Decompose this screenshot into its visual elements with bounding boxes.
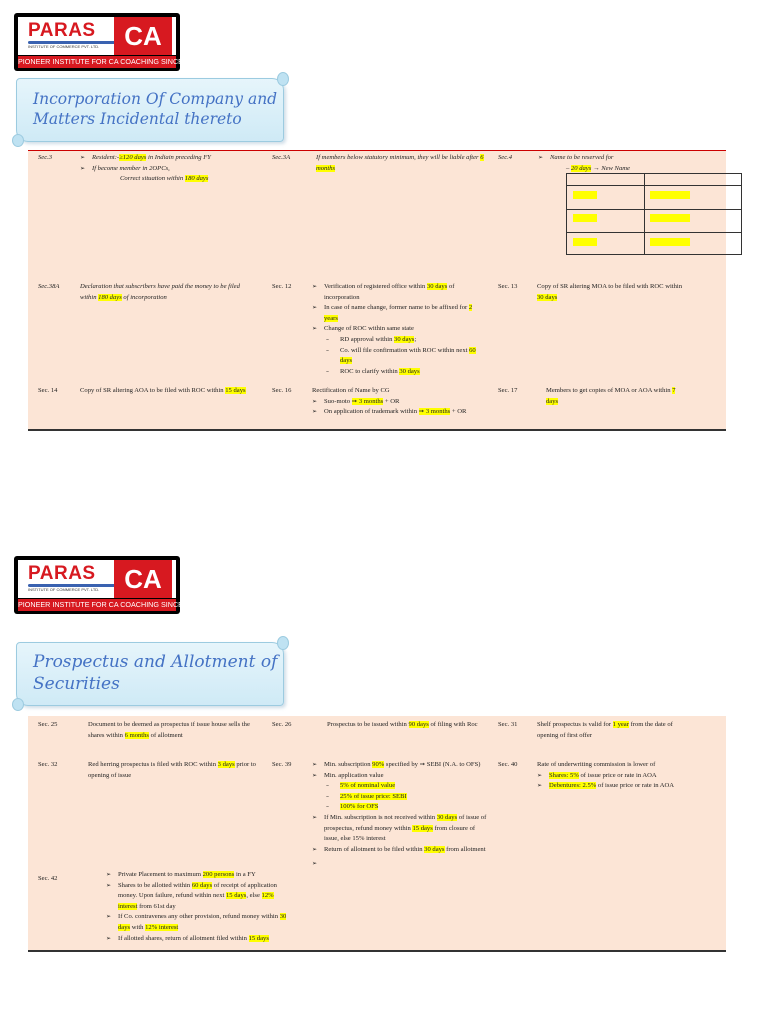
text-fragment: Document to be deemed as prospectus if issue house sells the shares within — [88, 721, 250, 739]
text-fragment: of issue price or rate in AOA — [596, 782, 675, 790]
section-number: Sec. 25 — [38, 721, 58, 728]
text-fragment: of incorporation — [121, 293, 167, 301]
section-number: Sec. 26 — [272, 721, 292, 728]
provision-text — [537, 720, 687, 741]
list-item — [312, 367, 486, 378]
brand-pvt: INSTITUTE OF COMMERCE PVT. LTD. — [28, 44, 100, 49]
title-line: Securities — [33, 674, 120, 694]
text-fragment: + OR — [450, 408, 467, 416]
highlighted-value: 15 days — [412, 824, 433, 832]
provision-text — [88, 760, 260, 781]
text-fragment: In case of name change, former name to be affixed for — [324, 304, 469, 312]
highlighted-value: 30 days — [424, 845, 445, 853]
grid-line — [644, 174, 645, 254]
highlighted-value: 15 days — [225, 387, 246, 394]
highlighted-value: 30 days — [394, 335, 415, 343]
highlighted-value: 1 year — [612, 721, 629, 728]
highlighted-value: 6 months — [316, 154, 484, 172]
provision-text — [537, 760, 707, 792]
brand-tagline: PIONEER INSTITUTE FOR CA COACHING SINCE 1995 — [18, 600, 201, 609]
text-fragment: On application of trademark within — [324, 408, 419, 416]
highlighted-value: 30 days — [399, 367, 420, 375]
list-item — [312, 346, 486, 367]
highlighted-value: 30 days — [426, 283, 448, 290]
section-number: Sec. 16 — [272, 387, 292, 394]
provision-text — [88, 720, 260, 741]
section-number: Sec.3A — [272, 154, 291, 161]
text-fragment: from closure of issue, else 15% interest — [324, 824, 476, 843]
list-item — [312, 324, 486, 335]
text-fragment: Shelf prospectus is valid for — [537, 721, 613, 728]
provision-text — [327, 720, 489, 731]
highlight-block — [650, 214, 690, 222]
text-fragment: specified by ➞ SEBI (N.A. to OFS) — [384, 761, 481, 768]
section-number: Sec. 32 — [38, 761, 58, 768]
text-fragment: Correct situation within — [120, 175, 185, 183]
highlighted-value: 2 years — [324, 304, 473, 322]
list-item — [312, 335, 486, 346]
highlighted-value: 5% of nominal value — [340, 782, 396, 790]
brand-tagline: PIONEER INSTITUTE FOR CA COACHING SINCE 1995 — [18, 57, 201, 66]
highlight-block — [650, 191, 690, 199]
text-fragment: from the date of opening of first offer — [537, 721, 673, 739]
text-fragment: If allotted shares, return of allotment filed within — [118, 934, 249, 942]
table-top-rule — [28, 150, 726, 151]
highlight-block — [573, 238, 597, 246]
text-fragment: → New Name — [591, 164, 630, 172]
section-title-banner — [16, 78, 284, 142]
text-fragment: from 61st day — [137, 902, 176, 910]
provision-text — [80, 386, 262, 397]
provision-line: Rectification of Name by CG — [312, 387, 390, 394]
section-number: Sec. 14 — [38, 387, 58, 394]
highlighted-value: 100% for OFS — [340, 803, 379, 811]
text-fragment: If become member in 2OPCs, — [92, 164, 170, 172]
provision-text — [316, 153, 486, 174]
highlight-block — [650, 238, 690, 246]
section-number: Sec.3 — [38, 154, 53, 161]
highlighted-value: 12% interest — [118, 892, 274, 910]
highlighted-value: 90% — [372, 761, 385, 768]
provision-text — [546, 386, 686, 407]
list-item — [312, 802, 488, 813]
list-item — [312, 792, 488, 803]
list-item — [312, 282, 486, 303]
text-fragment: Shares to be allotted within — [118, 881, 192, 889]
highlighted-value: ≥120 days — [119, 154, 147, 161]
text-fragment: of receipt of application money. Upon failure, refund within next — [118, 881, 277, 900]
section-number: Sec. 42 — [38, 875, 58, 882]
highlighted-value: 15 days — [225, 892, 247, 900]
brand-logo — [14, 13, 201, 71]
title-line: Incorporation Of Company and — [33, 90, 278, 108]
text-fragment: Return of allotment to be filed within — [324, 845, 425, 853]
text-fragment: of issue price or rate in AOA — [578, 771, 657, 779]
highlighted-value: 6 months — [124, 731, 150, 739]
text-fragment: If Min. subscription is not received within — [324, 813, 437, 821]
text-fragment: Min. application value — [324, 771, 384, 779]
page-title — [17, 643, 283, 695]
text-fragment: in Indiain preceding FY — [146, 154, 211, 161]
title-line: Matters Incidental thereto — [33, 110, 242, 128]
highlighted-value: Debentures: 2.5% — [549, 782, 597, 790]
list-item — [106, 881, 290, 913]
list-item — [312, 760, 488, 771]
highlighted-value: 30 days — [537, 293, 558, 301]
brand-name: PARAS — [28, 563, 96, 584]
highlighted-value: 60 days — [340, 346, 476, 365]
scroll-curl — [277, 72, 289, 86]
text-fragment: + OR — [383, 397, 400, 405]
grid-line — [567, 209, 741, 210]
text-fragment: of incorporation — [324, 283, 455, 301]
highlighted-value: 12% interest — [145, 923, 179, 931]
list-item — [312, 397, 486, 408]
text-fragment: Copy of SR altering MOA to be filed with ROC within — [537, 283, 683, 290]
text-fragment: Min. subscription — [324, 761, 373, 768]
highlighted-value: 15 days — [248, 934, 269, 942]
highlight-block — [573, 214, 597, 222]
text-fragment: Co. will file confirmation with ROC within next — [340, 346, 470, 354]
provision-text — [312, 282, 486, 377]
title-line: Prospectus and Allotment of — [33, 652, 278, 672]
incorporation-table — [28, 150, 726, 431]
brand-suffix: CA — [114, 17, 172, 55]
highlighted-value: 7 days — [546, 387, 676, 405]
brand-pvt: INSTITUTE OF COMMERCE PVT. LTD. — [28, 587, 100, 592]
highlighted-value: ➞ 3 months — [351, 397, 384, 405]
scroll-curl — [12, 698, 24, 711]
text-fragment: Name to be reserved for — [550, 154, 614, 161]
prospectus-table — [28, 716, 726, 952]
highlighted-value: 3 days — [217, 761, 235, 768]
section-number: Sec.38A — [38, 283, 60, 290]
provision-line: Rate of underwriting commission is lower of — [537, 761, 656, 768]
provision-text — [80, 282, 250, 303]
scroll-curl — [12, 134, 24, 147]
list-item — [80, 164, 268, 175]
grid-line — [567, 185, 741, 186]
text-fragment: Verification of registered office within — [324, 283, 427, 290]
highlighted-value: 200 persons — [202, 871, 235, 878]
list-item — [312, 813, 488, 845]
text-fragment: Private Placement to maximum — [118, 871, 203, 878]
highlighted-value: 90 days — [408, 721, 429, 728]
provision-text — [538, 153, 718, 174]
section-number: Sec. 17 — [498, 387, 518, 394]
provision-line — [80, 174, 268, 185]
list-item — [312, 303, 486, 324]
brand-name: PARAS — [28, 20, 96, 41]
provision-text — [312, 760, 488, 859]
text-fragment: in a FY — [234, 871, 256, 878]
scroll-curl — [277, 636, 289, 650]
highlight-block — [573, 191, 597, 199]
highlighted-value: Shares: 5% — [549, 771, 579, 779]
highlighted-value: 30 days — [436, 813, 458, 821]
list-item — [312, 771, 488, 782]
highlighted-value: ➞ 3 months — [418, 408, 451, 416]
provision-text — [312, 386, 486, 418]
list-item — [537, 771, 707, 782]
text-fragment: of allotment — [149, 731, 183, 739]
text-fragment: ; — [414, 335, 417, 343]
text-fragment: Suo-moto — [324, 397, 352, 405]
page-title — [17, 79, 283, 129]
section-title-banner — [16, 642, 284, 706]
list-item — [312, 845, 488, 856]
highlighted-value: 25% of issue price: SEBI — [340, 792, 407, 800]
grid-line — [567, 232, 741, 233]
section-number: Sec. 31 — [498, 721, 518, 728]
text-fragment: Resident:- — [92, 154, 120, 161]
text-fragment: – — [566, 164, 571, 172]
text-fragment: of issue of prospectus, refund money within — [324, 813, 487, 832]
provision-text — [106, 870, 290, 944]
highlighted-value: 60 days — [191, 881, 213, 889]
text-fragment: from allotment — [444, 845, 486, 853]
list-item — [106, 934, 290, 945]
section-number: Sec. 39 — [272, 761, 292, 768]
text-fragment: Red herring prospectus is filed with ROC within — [88, 761, 218, 768]
list-item — [80, 153, 268, 164]
text-fragment: Copy of SR altering AOA to be filed with ROC within — [80, 387, 226, 394]
list-item — [538, 153, 718, 164]
provision-text — [537, 282, 687, 303]
list-item — [106, 870, 290, 881]
highlighted-value: 30 days — [118, 913, 287, 931]
text-fragment: Change of ROC within same state — [324, 325, 414, 333]
highlighted-value: 180 days — [98, 293, 122, 301]
list-item — [537, 781, 707, 792]
text-fragment: Declaration that subscribers have paid the money to be filed within — [80, 283, 240, 301]
section-number: Sec. 40 — [498, 761, 518, 768]
text-fragment: prior to opening of issue — [88, 761, 256, 779]
list-item — [106, 912, 290, 933]
text-fragment: If Co. contravenes any other provision, refund money within — [118, 913, 280, 921]
text-fragment: Prospectus to be issued within — [327, 721, 409, 728]
text-fragment: with — [130, 923, 146, 931]
text-fragment: RD approval within — [340, 335, 395, 343]
highlighted-value: 20 days — [570, 164, 592, 172]
text-fragment: ROC to clarify within — [340, 367, 400, 375]
provision-text — [80, 153, 268, 185]
text-fragment: , else — [246, 892, 262, 900]
highlighted-value: 180 days — [184, 175, 209, 183]
text-fragment: Members to get copies of MOA or AOA within — [546, 387, 673, 394]
list-item — [312, 407, 486, 418]
section-number: Sec.4 — [498, 154, 513, 161]
brand-logo — [14, 556, 201, 614]
list-item — [312, 781, 488, 792]
section-number: Sec. 12 — [272, 283, 292, 290]
name-reservation-grid — [566, 173, 742, 255]
text-fragment: If members below statutory minimum, they will be liable after — [316, 154, 481, 161]
section-number: Sec. 13 — [498, 283, 518, 290]
text-fragment: of filing with Roc — [428, 721, 478, 728]
brand-suffix: CA — [114, 560, 172, 598]
